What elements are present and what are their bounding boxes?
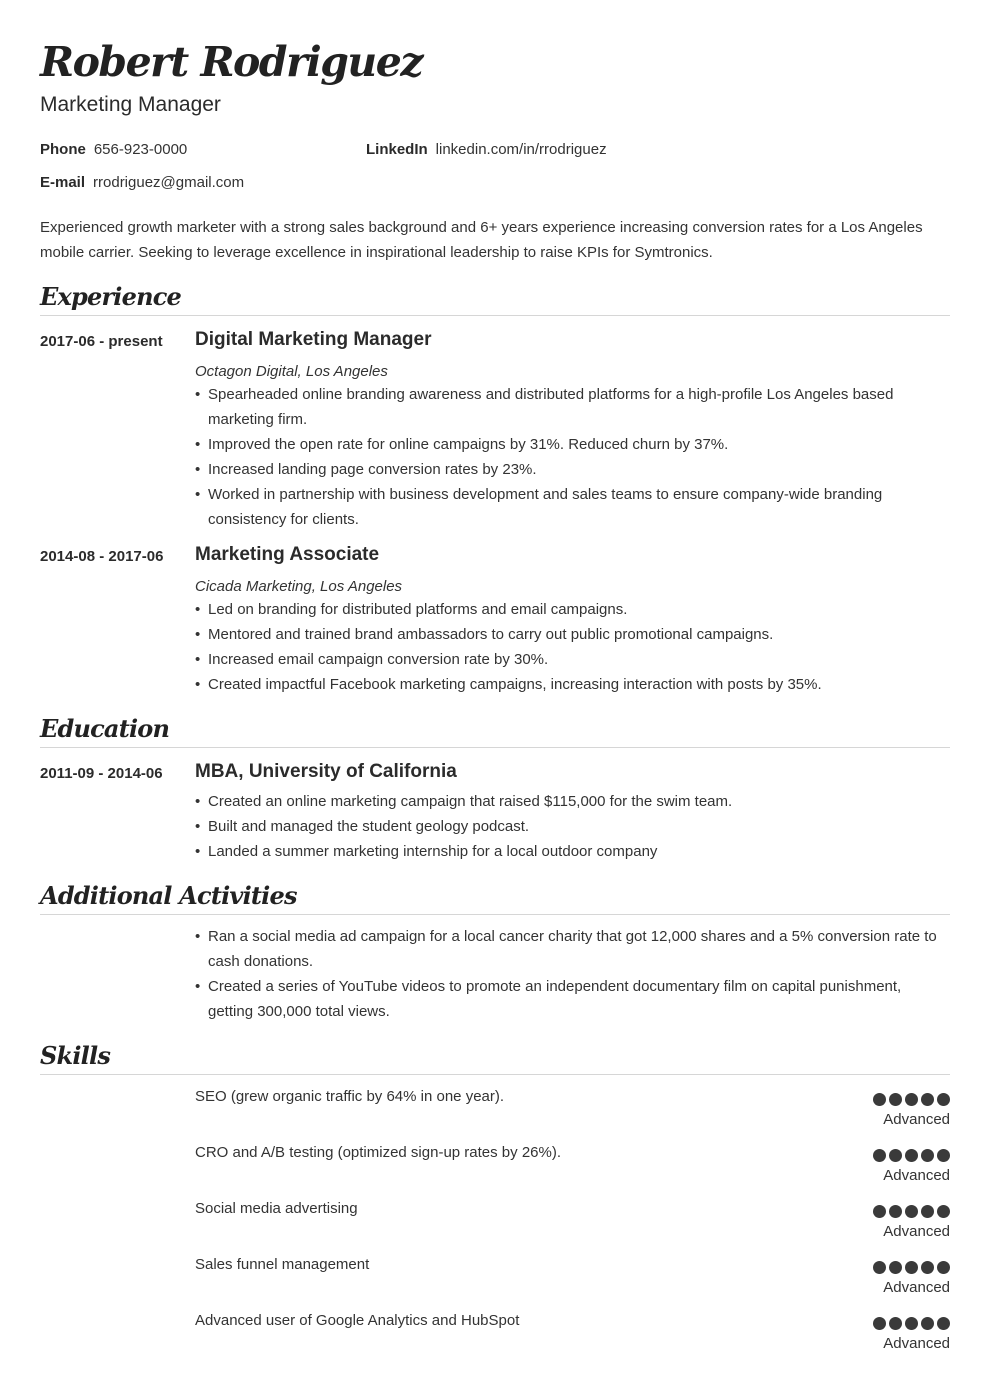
entry-title: Digital Marketing Manager bbox=[195, 329, 432, 350]
skill-rating bbox=[873, 1317, 950, 1330]
skill-rating bbox=[873, 1205, 950, 1218]
rating-dot bbox=[937, 1149, 950, 1162]
skill-level: Advanced bbox=[883, 1111, 950, 1128]
email-label: E-mail bbox=[40, 174, 86, 191]
rating-dot bbox=[873, 1093, 886, 1106]
bullet-item: • Created impactful Facebook marketing campaigns, increasing interaction with posts by 35%. bbox=[195, 672, 950, 697]
rating-dot bbox=[873, 1317, 886, 1330]
linkedin-label: LinkedIn bbox=[366, 141, 428, 158]
rating-dot bbox=[937, 1317, 950, 1330]
rating-dot bbox=[889, 1093, 902, 1106]
skill-name: Sales funnel management bbox=[195, 1256, 370, 1273]
entry-title: Marketing Associate bbox=[195, 544, 380, 565]
bullet-item: • Increased landing page conversion rates by 23%. bbox=[195, 457, 950, 482]
education-heading-text: Education bbox=[40, 714, 170, 743]
candidate-name: Robert Rodriguez bbox=[40, 38, 423, 86]
skill-name: SEO (grew organic traffic by 64% in one year). bbox=[195, 1088, 505, 1105]
skill-rating bbox=[873, 1261, 950, 1274]
entry-org: Cicada Marketing, Los Angeles bbox=[195, 578, 403, 595]
contact-phone bbox=[40, 141, 187, 158]
bullet-item: • Mentored and trained brand ambassadors to carry out public promotional campaigns. bbox=[195, 622, 950, 647]
skill-name: Social media advertising bbox=[195, 1200, 358, 1217]
skill-rating bbox=[873, 1149, 950, 1162]
entry-dates: 2011-09 - 2014-06 bbox=[40, 765, 163, 782]
skill-item bbox=[195, 1312, 950, 1362]
rating-dot bbox=[905, 1093, 918, 1106]
skills-heading bbox=[40, 1036, 950, 1075]
rating-dot bbox=[921, 1317, 934, 1330]
bullet-item: • Created a series of YouTube videos to promote an independent documentary film on capital punishment, getting 300,000 total views. bbox=[195, 974, 950, 1024]
bullet-item: • Ran a social media ad campaign for a local cancer charity that got 12,000 shares and a 5% conversion rate to cash donations. bbox=[195, 924, 950, 974]
skill-level: Advanced bbox=[883, 1223, 950, 1240]
bullet-item: • Built and managed the student geology podcast. bbox=[195, 814, 950, 839]
bullet-item: • Spearheaded online branding awareness and distributed platforms for a high-profile Los Angeles based marketing firm. bbox=[195, 382, 950, 432]
skill-level: Advanced bbox=[883, 1279, 950, 1296]
skill-name: Advanced user of Google Analytics and HubSpot bbox=[195, 1312, 520, 1329]
skill-item bbox=[195, 1200, 950, 1250]
job-title: Marketing Manager bbox=[40, 93, 221, 116]
contact-email bbox=[40, 174, 244, 191]
rating-dot bbox=[889, 1149, 902, 1162]
bullet-item: • Led on branding for distributed platforms and email campaigns. bbox=[195, 597, 950, 622]
entry-org: Octagon Digital, Los Angeles bbox=[195, 363, 388, 380]
rating-dot bbox=[905, 1261, 918, 1274]
rating-dot bbox=[889, 1317, 902, 1330]
activities-bullets bbox=[195, 924, 950, 1024]
rating-dot bbox=[937, 1093, 950, 1106]
bullet-item: • Created an online marketing campaign that raised $115,000 for the swim team. bbox=[195, 789, 950, 814]
skill-item bbox=[195, 1088, 950, 1138]
skill-rating bbox=[873, 1093, 950, 1106]
contact-linkedin bbox=[366, 141, 607, 158]
activities-heading bbox=[40, 876, 950, 915]
rating-dot bbox=[905, 1317, 918, 1330]
rating-dot bbox=[937, 1205, 950, 1218]
rating-dot bbox=[889, 1261, 902, 1274]
phone-value: 656-923-0000 bbox=[93, 141, 188, 158]
rating-dot bbox=[921, 1149, 934, 1162]
bullet-item: • Landed a summer marketing internship for a local outdoor company bbox=[195, 839, 950, 864]
phone-label: Phone bbox=[40, 141, 86, 158]
entry-bullets bbox=[195, 789, 950, 864]
skill-name: CRO and A/B testing (optimized sign-up rates by 26%). bbox=[195, 1144, 562, 1161]
rating-dot bbox=[937, 1261, 950, 1274]
skill-level: Advanced bbox=[883, 1335, 950, 1352]
skill-item bbox=[195, 1144, 950, 1194]
rating-dot bbox=[921, 1093, 934, 1106]
education-heading bbox=[40, 709, 950, 748]
entry-dates: 2017-06 - present bbox=[40, 333, 163, 350]
bullet-item: • Improved the open rate for online campaigns by 31%. Reduced churn by 37%. bbox=[195, 432, 950, 457]
profile-summary: Experienced growth marketer with a strong sales background and 6+ years experience increasing conversion rates for a Los Angeles mobile carrier. Seeking to leverage excellence in inspirational leadership to raise KPIs for Symtronics. bbox=[40, 219, 923, 261]
experience-heading-text: Experience bbox=[40, 282, 182, 311]
bullet-item: • Worked in partnership with business development and sales teams to ensure company-wide branding consistency for clients. bbox=[195, 482, 950, 532]
rating-dot bbox=[921, 1205, 934, 1218]
rating-dot bbox=[889, 1205, 902, 1218]
skills-heading-text: Skills bbox=[40, 1041, 111, 1070]
experience-heading bbox=[40, 277, 950, 316]
skill-item bbox=[195, 1256, 950, 1306]
entry-bullets bbox=[195, 382, 950, 532]
linkedin-value[interactable]: linkedin.com/in/rrodriguez bbox=[435, 141, 607, 158]
rating-dot bbox=[873, 1149, 886, 1162]
bullet-item: • Increased email campaign conversion rate by 30%. bbox=[195, 647, 950, 672]
entry-dates: 2014-08 - 2017-06 bbox=[40, 548, 164, 565]
rating-dot bbox=[873, 1205, 886, 1218]
entry-bullets bbox=[195, 597, 950, 697]
rating-dot bbox=[921, 1261, 934, 1274]
rating-dot bbox=[905, 1205, 918, 1218]
skill-level: Advanced bbox=[883, 1167, 950, 1184]
activities-heading-text: Additional Activities bbox=[40, 881, 297, 910]
rating-dot bbox=[905, 1149, 918, 1162]
entry-title: MBA, University of California bbox=[195, 761, 457, 782]
rating-dot bbox=[873, 1261, 886, 1274]
email-value[interactable]: rrodriguez@gmail.com bbox=[93, 174, 245, 191]
